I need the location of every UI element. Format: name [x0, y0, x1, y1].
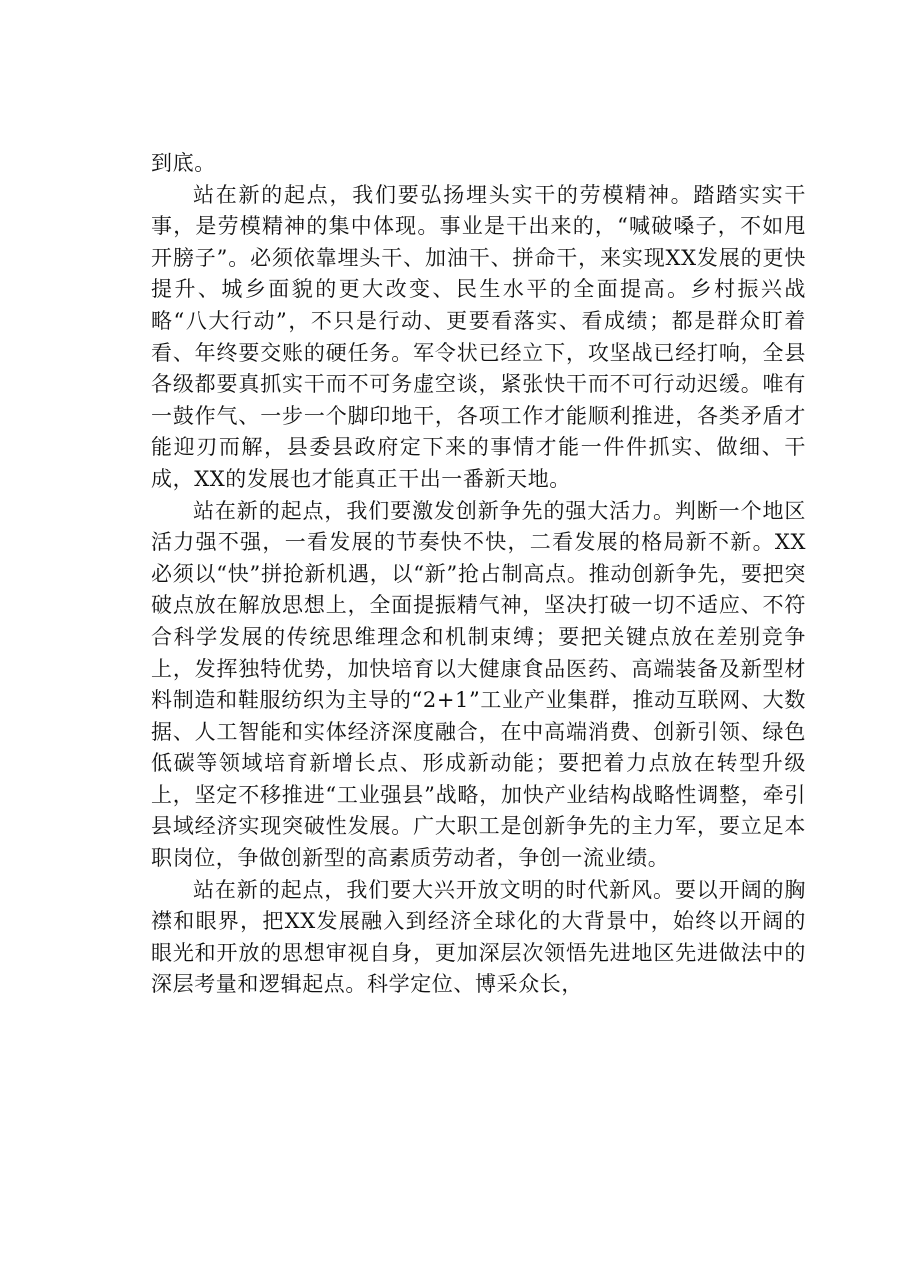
- paragraph-open-civilization: 站在新的起点，我们要大兴开放文明的时代新风。要以开阔的胸襟和眼界，把XX发展融入到经济全球化的大背景中，始终以开阔的眼光和开放的思想审视自身，更加深层次领悟先进地区先进做法中的深层考量和逻辑起点。科学定位、博采众长，: [151, 877, 806, 997]
- document-body: [151, 148, 806, 1001]
- paragraph-innovation-vitality: 站在新的起点，我们要激发创新争先的强大活力。判断一个地区活力强不强，一看发展的节奏快不快，二看发展的格局新不新。XX必须以“快”拼抢新机遇，以“新”抢占制高点。推动创新争先，要把突破点放在解放思想上，全面提振精气神，坚决打破一切不适应、不符合科学发展的传统思维理念和机制束缚；要把关键点放在差别竞争上，发挥独特优势，加快培育以大健康食品医药、高端装备及新型材料制造和鞋服纺织为主导的“2+1”工业产业集群，推动互联网、大数据、人工智能和实体经济深度融合，在中高端消费、创新引领、绿色低碳等领域培育新增长点、形成新动能；要把着力点放在转型升级上，坚定不移推进“工业强县”战略，加快产业结构战略性调整，牵引县域经济实现突破性发展。广大职工是创新争先的主力军，要立足本职岗位，争做创新型的高素质劳动者，争创一流业绩。: [151, 498, 806, 871]
- paragraph-model-worker-spirit: 站在新的起点，我们要弘扬埋头实干的劳模精神。踏踏实实干事，是劳模精神的集中体现。事业是干出来的，“喊破嗓子，不如甩开膀子”。必须依靠埋头干、加油干、拼命干，来实现XX发展的更快提升、城乡面貌的更大改变、民生水平的全面提高。乡村振兴战略“八大行动”，不只是行动、更要看落实、看成绩；都是群众盯着看、年终要交账的硬任务。军令状已经立下，攻坚战已经打响，全县各级都要真抓实干而不可务虚空谈，紧张快干而不可行动迟缓。唯有一鼓作气、一步一个脚印地干，各项工作才能顺利推进，各类矛盾才能迎刃而解，县委县政府定下来的事情才能一件件抓实、做细、干成，XX的发展也才能真正干出一番新天地。: [151, 182, 806, 491]
- paragraph-continuation: 到底。: [151, 151, 216, 175]
